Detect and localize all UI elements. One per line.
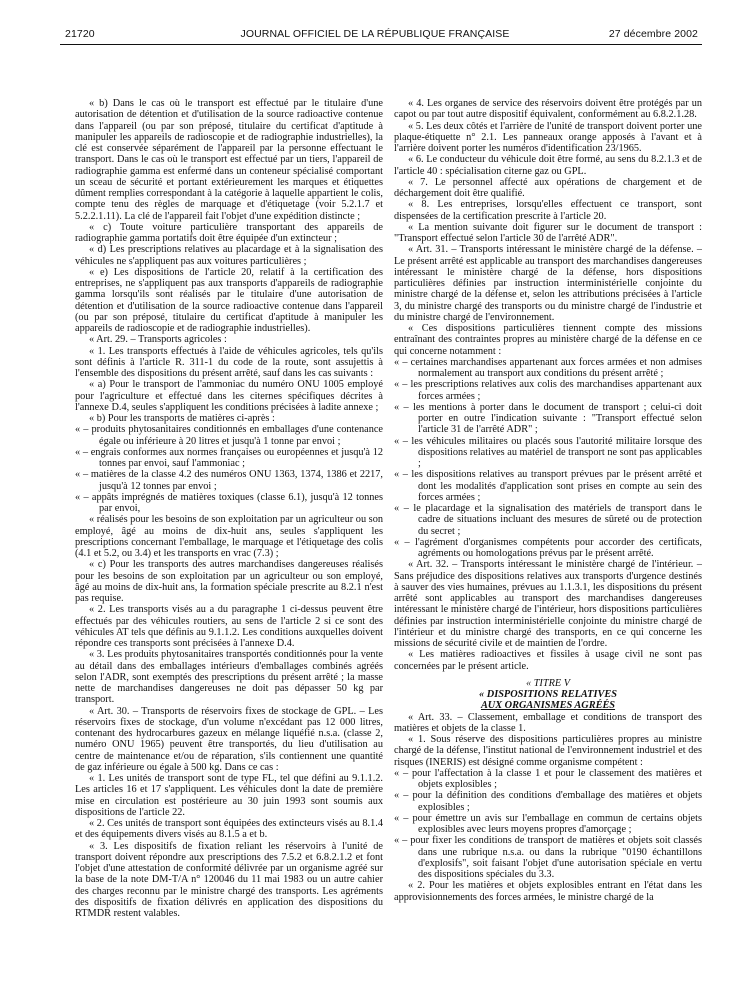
paragraph: « e) Les dispositions de l'article 20, relatif à la certification des entreprises, ne s'appliquent pas aux transports d'appareils de radiographie gamma lorsqu'ils sont réalisés par le titulaire d'une autorisation de détention et d'utilisation de la source radioactive contenue dans l'appareil (ou par son préposé, titulaire du certificat d'aptitude à manipuler les appareils de radioscopie et de radiographie industrielles). bbox=[75, 266, 383, 334]
list-item: « – les dispositions relatives au transport prévues par le présent arrêté et dont les modalités d'application sont prises en compte au sein des forces armées ; bbox=[394, 469, 702, 503]
list-item: « – matières de la classe 4.2 des numéros ONU 1363, 1374, 1386 et 2217, jusqu'à 12 tonnes par envoi ; bbox=[75, 469, 383, 492]
paragraph: « 2. Ces unités de transport sont équipées des extincteurs visés au 8.1.4 et des équipements divers visés au 8.1.5 a et b. bbox=[75, 818, 383, 841]
paragraph: « 3. Les dispositifs de fixation reliant les réservoirs à l'unité de transport doivent répondre aux prescriptions des 7.5.2 et 6.8.2.1.2 et font l'objet d'une attestation de conformité délivrée par un organisme agréé sur la base de la note DM-T/A n° 120046 du 11 mai 1983 ou un autre cahier des charges reconnu par le ministre chargé des transports. Les agréments des dispositifs de fixation délivrés en application des dispositions du RTMDR restent valables. bbox=[75, 840, 383, 919]
paragraph: « b) Dans le cas où le transport est effectué par le titulaire d'une autorisation de détention et d'utilisation de la source radioactive contenue dans l'appareil (ou par son préposé, titulaire du certificat d'aptitude à manipuler les appareils de radioscopie et de radiographie industrielles), la clé est conservée séparément de l'appareil par la personne effectuant le transport. Dans le cas où le transport est effectué par un tiers, l'appareil de radiographie gamma est enfermé dans un conteneur spécialisé comportant un sceau de sécurité et portant extérieurement les marques et étiquettes dûment remplies correspondant à la catégorie à laquelle appartient le colis, compte tenu des règles de marquage et d'étiquetage (voir 5.2.1.7 et 5.2.2.1.11). La clé de l'appareil fait l'objet d'une expédition distincte ; bbox=[75, 98, 383, 222]
journal-title: JOURNAL OFFICIEL DE LA RÉPUBLIQUE FRANÇAISE bbox=[240, 28, 510, 40]
enumeration-list bbox=[394, 768, 702, 881]
enumeration-list bbox=[75, 424, 383, 514]
paragraph: « Ces dispositions particulières tiennent compte des missions entraînant des contraintes propres au ministère chargé de la défense en ce qui concerne notamment : bbox=[394, 323, 702, 357]
paragraph: « 1. Les unités de transport sont de type FL, tel que défini au 9.1.1.2. Les articles 16 et 17 s'appliquent. Les véhicules dont la date de première mise en circulation est postérieure au 30 juin 1993 sont soumis aux dispositions de l'article 22. bbox=[75, 773, 383, 818]
paragraph: « 3. Les produits phytosanitaires transportés conditionnés pour la vente au détail dans des emballages intérieurs d'emballages combinés agréés selon l'ADR, sont exemptés des prescriptions du présent arrêté ; la masse nette de marchandises dangereuses ne doit pas dépasser 50 kg par transport. bbox=[75, 649, 383, 706]
paragraph: « 2. Les transports visés au a du paragraphe 1 ci-dessus peuvent être effectués par des véhicules routiers, au sens de l'article 2 si ce sont des véhicules AT tels que définis au 9.1.1.2. Les conditions auxquelles doivent répondre ces transports sont précisées à l'annexe D.4. bbox=[75, 604, 383, 649]
paragraph: « Art. 29. – Transports agricoles : bbox=[89, 334, 227, 346]
paragraph: « réalisés pour les besoins de son exploitation par un agriculteur ou son employé, âgé au moins de dix-huit ans, seules s'appliquent les prescriptions concernant l'emballage, le marquage et l'étiquetage des colis (4.1 et 5.2, ou 3.4) et les transports en vrac (7.3) ; bbox=[75, 514, 383, 559]
list-item: « – pour fixer les conditions de transport de matières et objets soit classés dans une rubrique n.s.a. ou dans la rubrique "0190 échantillons d'explosifs", soit faisant l'objet d'une autorisation spéciale en vertu des dispositions spéciales du 3.3. bbox=[394, 835, 702, 880]
paragraph: « 1. Les transports effectués à l'aide de véhicules agricoles, tels qu'ils sont définis à l'article R. 311-1 du code de la route, sont assujettis à l'ensemble des dispositions du présent arrêté, sauf dans les cas suivants : bbox=[75, 345, 383, 379]
list-item: « – pour l'affectation à la classe 1 et pour le classement des matières et objets explosibles ; bbox=[394, 767, 702, 790]
list-item: « – le placardage et la signalisation des matériels de transport dans le cadre de situations incluant des mesures de sûreté ou de protection du secret ; bbox=[394, 503, 702, 537]
section-heading: « DISPOSITIONS RELATIVES bbox=[479, 689, 617, 700]
paragraph: « a) Pour le transport de l'ammoniac du numéro ONU 1005 employé pour l'agriculture et effectué dans les citernes spécifiques décrites à l'annexe D.4, seules s'appliquent les conditions précisées à ladite annexe ; bbox=[75, 379, 383, 413]
section-heading: AUX ORGANISMES AGRÉÉS bbox=[480, 700, 616, 712]
list-item: « – les mentions à porter dans le document de transport ; celui-ci doit porter en outre l'indication suivante : "Transport effectué selon l'article 31 de l'arrêté ADR" ; bbox=[394, 401, 702, 436]
paragraph: « 5. Les deux côtés et l'arrière de l'unité de transport doivent porter une plaque-étiquette n° 2.1. Les panneaux orange apposés à l'avant et à l'arrière doivent porter les numéros d'identification 23/1965. bbox=[394, 120, 702, 154]
list-item: « – produits phytosanitaires conditionnés en emballages d'une contenance égale ou inférieure à 20 litres et jusqu'à 1 tonne par envoi ; bbox=[75, 424, 383, 447]
enumeration-list bbox=[394, 357, 702, 560]
paragraph: « Art. 33. – Classement, emballage et conditions de transport des matières et objets de la classe 1. bbox=[394, 711, 702, 734]
paragraph: « 6. Le conducteur du véhicule doit être formé, au sens du 8.2.1.3 et de l'article 40 : spécialisation citerne gaz ou GPL. bbox=[394, 154, 702, 177]
list-item: « – les véhicules militaires ou placés sous l'autorité militaire lorsque des dispositions relatives au matériel de transport ne sont pas applicables ; bbox=[394, 435, 702, 469]
paragraph: « 8. Les entreprises, lorsqu'elles effectuent ce transport, sont dispensées de la certification prescrite à l'article 20. bbox=[394, 199, 702, 222]
right-column bbox=[394, 98, 702, 978]
list-item: « – l'agrément d'organismes compétents pour accorder des certificats, agréments ou homologations prévus par le présent arrêté. bbox=[394, 536, 702, 559]
paragraph: « 1. Sous réserve des dispositions particulières propres au ministre chargé de la défense, l'institut national de l'environnement industriel et des risques (INERIS) est désigné comme organisme compétent : bbox=[394, 734, 702, 768]
page-number: 21720 bbox=[65, 28, 95, 40]
list-item: « – appâts imprégnés de matières toxiques (classe 6.1), jusqu'à 12 tonnes par envoi, bbox=[75, 491, 383, 514]
section-title: « TITRE V bbox=[525, 677, 571, 689]
paragraph: « 2. Pour les matières et objets explosibles entrant en l'état dans les approvisionnements des forces armées, le ministre chargé de la bbox=[394, 880, 702, 903]
paragraph: « b) Pour les transports de matières ci-après : bbox=[89, 413, 275, 424]
paragraph: « c) Pour les transports des autres marchandises dangereuses réalisés pour les besoins de son exploitation par un agriculteur ou son employé, âgé au moins de dix-huit ans, la formation spéciale prescrite au 8.2.1 n'est pas requise. bbox=[75, 559, 383, 604]
list-item: « – engrais conformes aux normes françaises ou européennes et jusqu'à 12 tonnes par envoi, sauf l'ammoniac ; bbox=[75, 446, 383, 469]
list-item: « – pour émettre un avis sur l'emballage en commun de certains objets explosibles avec leurs moyens propres d'amorçage ; bbox=[394, 812, 702, 835]
list-item: « – les prescriptions relatives aux colis des marchandises appartenant aux forces armées ; bbox=[394, 379, 702, 402]
list-item: « – certaines marchandises appartenant aux forces armées et non admises normalement au transport aux conditions du présent arrêté ; bbox=[394, 356, 702, 379]
list-item: « – pour la définition des conditions d'emballage des matières et objets explosibles ; bbox=[394, 790, 702, 813]
paragraph: « Art. 32. – Transports intéressant le ministère chargé de l'intérieur. – Sans préjudice des dispositions relatives aux transports d'urgence destinés à sauver des vies humaines, prévues au 1.1.3.1, les dispositions du présent arrêté sont applicables au transport des marchandises dangereuses intéressant le ministère chargé de l'intérieur, hors dispositions particulières définies par instruction interministérielle conjointe du ministre chargé de l'intérieur et du ministre chargé des transports, en ce qui concerne les missions de sécurité civile et de maintien de l'ordre. bbox=[394, 559, 702, 649]
paragraph: « 7. Le personnel affecté aux opérations de chargement et de déchargement doit être qualifié. bbox=[394, 176, 702, 199]
paragraph: « d) Les prescriptions relatives au placardage et à la signalisation des véhicules ne s'appliquent pas aux voitures particulières ; bbox=[75, 244, 383, 267]
paragraph: « 4. Les organes de service des réservoirs doivent être protégés par un capot ou par tout autre dispositif équivalent, conformément au 6.8.2.1.28. bbox=[394, 98, 702, 121]
paragraph: « Art. 31. – Transports intéressant le ministère chargé de la défense. – Le présent arrêté est applicable au transport des marchandises dangereuses intéressant le ministère chargé de la défense, hors dispositions particulières définies par instruction interministérielle conjointe du ministre chargé de la défense et, selon les attributions précisées à l'article 3, du ministre chargé des transports ou du ministre chargé de l'industrie et du ministre chargé de l'environnement. bbox=[394, 244, 702, 323]
paragraph: « La mention suivante doit figurer sur le document de transport : "Transport effectué selon l'article 30 de l'arrêté ADR". bbox=[394, 221, 702, 244]
paragraph: « Les matières radioactives et fissiles à usage civil ne sont pas concernées par le présent article. bbox=[394, 649, 702, 672]
paragraph: « c) Toute voiture particulière transportant des appareils de radiographie gamma portatifs doit être équipée d'un extincteur ; bbox=[75, 221, 383, 244]
paragraph: « Art. 30. – Transports de réservoirs fixes de stockage de GPL. – Les réservoirs fixes de stockage, d'un volume n'excédant pas 12 000 litres, contenant des hydrocarbures gazeux en mélange liquéfié n.s.a. (classe 2, numéro ONU 1965) peuvent être transportés, du lieu d'utilisation au centre de maintenance et/ou de réparation, s'ils contiennent une quantité de gaz inférieure ou égale à 500 kg. Dans ce cas : bbox=[75, 705, 383, 773]
left-column bbox=[75, 98, 383, 978]
header-rule bbox=[60, 44, 702, 45]
publication-date: 27 décembre 2002 bbox=[608, 28, 698, 40]
